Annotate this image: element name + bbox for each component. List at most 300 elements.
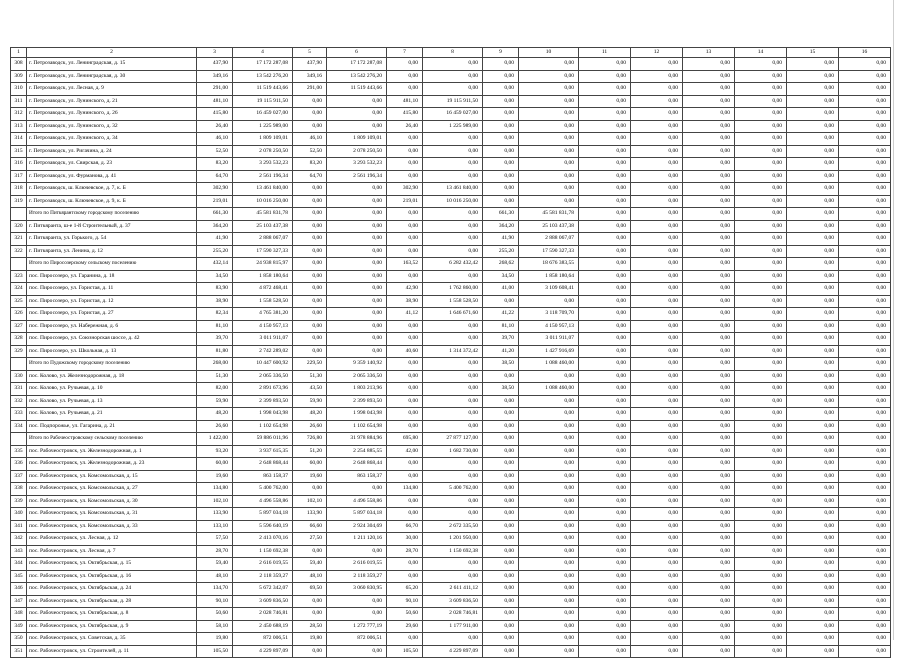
address-cell: пос. Колово, ул. Железнодорожная, д. 18 xyxy=(27,370,197,383)
table-row xyxy=(11,308,891,321)
value-cell: 1 150 692,38 xyxy=(423,545,483,558)
value-cell: 0,00 xyxy=(519,370,579,383)
value-cell: 0,00 xyxy=(735,608,787,621)
value-cell: 46,10 xyxy=(293,133,327,146)
value-cell: 34,50 xyxy=(483,270,519,283)
value-cell: 0,00 xyxy=(483,645,519,658)
value-cell: 0,00 xyxy=(631,283,683,296)
value-cell: 0,00 xyxy=(483,133,519,146)
value-cell: 0,00 xyxy=(293,483,327,496)
value-cell: 0,00 xyxy=(579,108,631,121)
value-cell: 0,00 xyxy=(683,483,735,496)
value-cell: 0,00 xyxy=(683,308,735,321)
value-cell: 41,90 xyxy=(197,233,233,246)
value-cell: 0,00 xyxy=(327,120,387,133)
address-cell: г. Петрозаводск, ш. Ключевское, д. 7, к. Б xyxy=(27,183,197,196)
value-cell: 2 450 688,19 xyxy=(233,620,293,633)
value-cell: 64,70 xyxy=(293,170,327,183)
value-cell: 0,00 xyxy=(631,558,683,571)
table-row xyxy=(11,270,891,283)
value-cell: 39,70 xyxy=(483,333,519,346)
address-cell: пос. Рабочеостровск, ул. Советская, д. 35 xyxy=(27,633,197,646)
value-cell: 0,00 xyxy=(483,495,519,508)
value-cell: 0,00 xyxy=(327,220,387,233)
value-cell: 13 542 276,20 xyxy=(327,70,387,83)
value-cell: 0,00 xyxy=(483,120,519,133)
value-cell: 0,00 xyxy=(631,420,683,433)
address-cell: пос. Пиросозеро, ул. Гористая, д. 11 xyxy=(27,283,197,296)
value-cell: 0,00 xyxy=(683,233,735,246)
value-cell: 0,00 xyxy=(683,608,735,621)
value-cell: 0,00 xyxy=(293,183,327,196)
column-number-cell: 11 xyxy=(579,48,631,58)
column-number-cell: 16 xyxy=(839,48,891,58)
value-cell: 0,00 xyxy=(423,170,483,183)
value-cell: 66,60 xyxy=(293,520,327,533)
row-number-cell xyxy=(11,358,27,371)
value-cell: 90,10 xyxy=(387,595,423,608)
value-cell: 19,80 xyxy=(197,633,233,646)
value-cell: 0,00 xyxy=(787,58,839,71)
value-cell: 0,00 xyxy=(839,445,891,458)
value-cell: 0,00 xyxy=(631,395,683,408)
value-cell: 0,00 xyxy=(839,433,891,446)
value-cell: 0,00 xyxy=(787,458,839,471)
value-cell: 133,10 xyxy=(197,520,233,533)
table-row xyxy=(11,533,891,546)
value-cell: 0,00 xyxy=(387,233,423,246)
value-cell: 0,00 xyxy=(735,108,787,121)
table-row xyxy=(11,558,891,571)
value-cell: 229,50 xyxy=(293,358,327,371)
value-cell: 81,10 xyxy=(483,320,519,333)
value-cell: 0,00 xyxy=(579,408,631,421)
value-cell: 0,00 xyxy=(483,295,519,308)
value-cell: 0,00 xyxy=(423,383,483,396)
value-cell: 349,16 xyxy=(293,70,327,83)
value-cell: 19,60 xyxy=(197,470,233,483)
value-cell: 0,00 xyxy=(839,333,891,346)
value-cell: 48,10 xyxy=(197,570,233,583)
value-cell: 2 742 289,02 xyxy=(233,345,293,358)
value-cell: 872 006,51 xyxy=(233,633,293,646)
value-cell: 0,00 xyxy=(631,70,683,83)
value-cell: 0,00 xyxy=(423,320,483,333)
value-cell: 0,00 xyxy=(631,508,683,521)
value-cell: 0,00 xyxy=(631,383,683,396)
value-cell: 4 150 957,13 xyxy=(519,320,579,333)
value-cell: 0,00 xyxy=(519,508,579,521)
value-cell: 0,00 xyxy=(631,545,683,558)
value-cell: 0,00 xyxy=(683,108,735,121)
value-cell: 0,00 xyxy=(787,345,839,358)
value-cell: 726,80 xyxy=(293,433,327,446)
value-cell: 0,00 xyxy=(683,520,735,533)
value-cell: 17 172 287,08 xyxy=(327,58,387,71)
value-cell: 0,00 xyxy=(839,520,891,533)
address-cell: пос. Рабочеостровск, ул. Комсомольская, д. 31 xyxy=(27,508,197,521)
value-cell: 0,00 xyxy=(735,170,787,183)
value-cell: 0,00 xyxy=(327,608,387,621)
row-number-cell: 339 xyxy=(11,495,27,508)
value-cell: 16 459 027,00 xyxy=(423,108,483,121)
value-cell: 0,00 xyxy=(787,495,839,508)
value-cell: 0,00 xyxy=(483,558,519,571)
value-cell: 0,00 xyxy=(631,145,683,158)
value-cell: 0,00 xyxy=(683,370,735,383)
value-cell: 19 115 911,50 xyxy=(233,95,293,108)
table-row xyxy=(11,220,891,233)
value-cell: 60,00 xyxy=(197,458,233,471)
value-cell: 0,00 xyxy=(327,233,387,246)
value-cell: 0,00 xyxy=(519,133,579,146)
row-number-cell: 336 xyxy=(11,458,27,471)
value-cell: 0,00 xyxy=(787,358,839,371)
value-cell: 59,90 xyxy=(293,395,327,408)
value-cell: 2 561 196,34 xyxy=(233,170,293,183)
value-cell: 0,00 xyxy=(519,183,579,196)
value-cell: 0,00 xyxy=(423,133,483,146)
value-cell: 0,00 xyxy=(683,433,735,446)
value-cell: 0,00 xyxy=(839,133,891,146)
value-cell: 0,00 xyxy=(683,633,735,646)
row-number-cell: 334 xyxy=(11,420,27,433)
value-cell: 0,00 xyxy=(327,108,387,121)
value-cell: 0,00 xyxy=(327,645,387,658)
value-cell: 0,00 xyxy=(293,270,327,283)
value-cell: 1 682 730,00 xyxy=(423,445,483,458)
value-cell: 1 102 654,98 xyxy=(233,420,293,433)
value-cell: 0,00 xyxy=(519,83,579,96)
table-row xyxy=(11,408,891,421)
value-cell: 2 616 019,55 xyxy=(233,558,293,571)
value-cell: 1 998 043,98 xyxy=(327,408,387,421)
value-cell: 0,00 xyxy=(839,195,891,208)
value-cell: 0,00 xyxy=(631,208,683,221)
value-cell: 0,00 xyxy=(735,283,787,296)
table-row xyxy=(11,495,891,508)
row-number-cell: 344 xyxy=(11,558,27,571)
value-cell: 0,00 xyxy=(839,120,891,133)
value-cell: 0,00 xyxy=(839,233,891,246)
value-cell: 0,00 xyxy=(579,520,631,533)
address-cell: г. Питкяранта, ул. Горького, д. 54 xyxy=(27,233,197,246)
address-cell: г. Петрозаводск, ул. Ригачина, д. 24 xyxy=(27,145,197,158)
value-cell: 83,90 xyxy=(197,283,233,296)
row-number-cell: 331 xyxy=(11,383,27,396)
value-cell: 0,00 xyxy=(519,58,579,71)
value-cell: 1 102 654,98 xyxy=(327,420,387,433)
column-number-cell: 14 xyxy=(735,48,787,58)
value-cell: 661,30 xyxy=(483,208,519,221)
value-cell: 0,00 xyxy=(787,645,839,658)
value-cell: 219,01 xyxy=(197,195,233,208)
value-cell: 0,00 xyxy=(787,120,839,133)
table-row xyxy=(11,145,891,158)
value-cell: 59,40 xyxy=(293,558,327,571)
address-cell: Итого по Питкярантскому городскому поселению xyxy=(27,208,197,221)
value-cell: 0,00 xyxy=(787,333,839,346)
value-cell: 0,00 xyxy=(579,370,631,383)
value-cell: 1 177 911,00 xyxy=(423,620,483,633)
value-cell: 5 897 034,18 xyxy=(327,508,387,521)
subtotal-row xyxy=(11,358,891,371)
value-cell: 2 891 673,96 xyxy=(233,383,293,396)
value-cell: 0,00 xyxy=(787,408,839,421)
value-cell: 0,00 xyxy=(579,120,631,133)
value-cell: 0,00 xyxy=(579,95,631,108)
value-cell: 3 293 532,23 xyxy=(233,158,293,171)
value-cell: 0,00 xyxy=(519,495,579,508)
address-cell: г. Петрозаводск, ул. Лунинского, д. 32 xyxy=(27,120,197,133)
value-cell: 0,00 xyxy=(631,133,683,146)
value-cell: 0,00 xyxy=(579,345,631,358)
value-cell: 415,80 xyxy=(197,108,233,121)
row-number-cell: 325 xyxy=(11,295,27,308)
value-cell: 0,00 xyxy=(683,120,735,133)
table-row xyxy=(11,320,891,333)
value-cell: 0,00 xyxy=(519,645,579,658)
subtotal-row xyxy=(11,208,891,221)
value-cell: 481,10 xyxy=(197,95,233,108)
value-cell: 0,00 xyxy=(293,320,327,333)
value-cell: 0,00 xyxy=(387,208,423,221)
value-cell: 0,00 xyxy=(293,333,327,346)
value-cell: 0,00 xyxy=(423,558,483,571)
value-cell: 0,00 xyxy=(683,345,735,358)
value-cell: 19,60 xyxy=(293,470,327,483)
value-cell: 0,00 xyxy=(839,108,891,121)
address-cell: пос. Пиросозеро, ул. Набережная, д. 6 xyxy=(27,320,197,333)
value-cell: 0,00 xyxy=(735,270,787,283)
row-number-cell: 322 xyxy=(11,245,27,258)
value-cell: 57,50 xyxy=(197,533,233,546)
value-cell: 0,00 xyxy=(327,245,387,258)
row-number-cell: 323 xyxy=(11,270,27,283)
value-cell: 0,00 xyxy=(735,408,787,421)
row-number-cell: 350 xyxy=(11,633,27,646)
value-cell: 0,00 xyxy=(579,483,631,496)
value-cell: 0,00 xyxy=(631,195,683,208)
value-cell: 1 422,00 xyxy=(197,433,233,446)
address-cell: пос. Рабочеостровск, ул. Комсомольская, д. 30 xyxy=(27,495,197,508)
value-cell: 0,00 xyxy=(787,233,839,246)
value-cell: 0,00 xyxy=(519,295,579,308)
value-cell: 0,00 xyxy=(735,558,787,571)
value-cell: 2 028 746,81 xyxy=(423,608,483,621)
value-cell: 0,00 xyxy=(839,283,891,296)
value-cell: 0,00 xyxy=(631,495,683,508)
value-cell: 26,40 xyxy=(197,120,233,133)
table-row xyxy=(11,508,891,521)
value-cell: 0,00 xyxy=(423,395,483,408)
table-row xyxy=(11,58,891,71)
value-cell: 0,00 xyxy=(735,120,787,133)
value-cell: 0,00 xyxy=(839,608,891,621)
value-cell: 2 561 196,34 xyxy=(327,170,387,183)
value-cell: 0,00 xyxy=(735,70,787,83)
value-cell: 0,00 xyxy=(683,195,735,208)
value-cell: 0,00 xyxy=(387,558,423,571)
table-row xyxy=(11,520,891,533)
value-cell: 0,00 xyxy=(483,145,519,158)
value-cell: 0,00 xyxy=(293,608,327,621)
value-cell: 0,00 xyxy=(387,370,423,383)
value-cell: 0,00 xyxy=(683,295,735,308)
value-cell: 0,00 xyxy=(483,108,519,121)
row-number-cell: 312 xyxy=(11,108,27,121)
value-cell: 31 978 884,96 xyxy=(327,433,387,446)
row-number-cell: 326 xyxy=(11,308,27,321)
row-number-cell: 347 xyxy=(11,595,27,608)
value-cell: 0,00 xyxy=(387,58,423,71)
address-cell: пос. Подпорожье, ул. Гагарина, д. 21 xyxy=(27,420,197,433)
value-cell: 0,00 xyxy=(327,270,387,283)
value-cell: 0,00 xyxy=(735,433,787,446)
value-cell: 0,00 xyxy=(579,83,631,96)
value-cell: 13 461 840,00 xyxy=(233,183,293,196)
value-cell: 0,00 xyxy=(579,383,631,396)
value-cell: 0,00 xyxy=(519,483,579,496)
table-row xyxy=(11,283,891,296)
value-cell: 432,14 xyxy=(197,258,233,271)
value-cell: 64,70 xyxy=(197,170,233,183)
value-cell: 0,00 xyxy=(683,83,735,96)
value-cell: 0,00 xyxy=(787,533,839,546)
value-cell: 0,00 xyxy=(327,208,387,221)
value-cell: 0,00 xyxy=(519,420,579,433)
value-cell: 0,00 xyxy=(735,395,787,408)
value-cell: 81,10 xyxy=(197,320,233,333)
value-cell: 0,00 xyxy=(683,508,735,521)
value-cell: 364,20 xyxy=(483,220,519,233)
value-cell: 0,00 xyxy=(423,220,483,233)
value-cell: 0,00 xyxy=(579,445,631,458)
value-cell: 2 399 893,50 xyxy=(327,395,387,408)
value-cell: 0,00 xyxy=(839,220,891,233)
value-cell: 0,00 xyxy=(735,295,787,308)
value-cell: 0,00 xyxy=(631,458,683,471)
value-cell: 0,00 xyxy=(631,308,683,321)
column-number-cell: 6 xyxy=(327,48,387,58)
value-cell: 0,00 xyxy=(387,220,423,233)
value-cell: 1 225 989,00 xyxy=(423,120,483,133)
value-cell: 0,00 xyxy=(579,70,631,83)
value-cell: 0,00 xyxy=(839,208,891,221)
table-row xyxy=(11,170,891,183)
value-cell: 0,00 xyxy=(735,370,787,383)
value-cell: 2 672 335,50 xyxy=(423,520,483,533)
address-cell: пос. Пиросозеро, ул. Гаранина, д. 18 xyxy=(27,270,197,283)
value-cell: 5 897 034,18 xyxy=(233,508,293,521)
value-cell: 3 609 836,50 xyxy=(423,595,483,608)
value-cell: 0,00 xyxy=(327,595,387,608)
value-cell: 163,52 xyxy=(387,258,423,271)
column-number-cell: 15 xyxy=(787,48,839,58)
value-cell: 42,90 xyxy=(387,283,423,296)
value-cell: 0,00 xyxy=(839,545,891,558)
subtotal-row xyxy=(11,258,891,271)
value-cell: 0,00 xyxy=(839,395,891,408)
value-cell: 0,00 xyxy=(327,183,387,196)
value-cell: 59 886 011,96 xyxy=(233,433,293,446)
value-cell: 51,30 xyxy=(293,370,327,383)
value-cell: 82,00 xyxy=(197,383,233,396)
value-cell: 41,90 xyxy=(483,233,519,246)
value-cell: 0,00 xyxy=(839,95,891,108)
address-cell: г. Петрозаводск, ул. Ленинградская, д. 15 xyxy=(27,58,197,71)
value-cell: 13 461 840,00 xyxy=(423,183,483,196)
value-cell: 0,00 xyxy=(631,358,683,371)
value-cell: 0,00 xyxy=(483,408,519,421)
address-cell: пос. Рабочеостровск, ул. Железнодорожная, д. 23 xyxy=(27,458,197,471)
value-cell: 69,50 xyxy=(293,583,327,596)
value-cell: 0,00 xyxy=(519,608,579,621)
value-cell: 5 400 762,00 xyxy=(233,483,293,496)
value-cell: 0,00 xyxy=(683,645,735,658)
value-cell: 0,00 xyxy=(631,108,683,121)
value-cell: 42,00 xyxy=(387,445,423,458)
value-cell: 0,00 xyxy=(787,133,839,146)
row-number-cell: 346 xyxy=(11,583,27,596)
value-cell: 0,00 xyxy=(787,170,839,183)
row-number-cell: 308 xyxy=(11,58,27,71)
value-cell: 2 078 250,50 xyxy=(233,145,293,158)
row-number-cell: 313 xyxy=(11,120,27,133)
value-cell: 0,00 xyxy=(483,433,519,446)
value-cell: 0,00 xyxy=(683,570,735,583)
value-cell: 41,00 xyxy=(483,283,519,296)
value-cell: 0,00 xyxy=(735,320,787,333)
value-cell: 0,00 xyxy=(579,283,631,296)
column-number-cell: 8 xyxy=(423,48,483,58)
value-cell: 0,00 xyxy=(631,433,683,446)
value-cell: 0,00 xyxy=(839,633,891,646)
value-cell: 0,00 xyxy=(839,245,891,258)
row-number-cell: 311 xyxy=(11,95,27,108)
value-cell: 0,00 xyxy=(683,270,735,283)
value-cell: 0,00 xyxy=(683,445,735,458)
value-cell: 0,00 xyxy=(387,420,423,433)
value-cell: 255,20 xyxy=(197,245,233,258)
value-cell: 0,00 xyxy=(423,58,483,71)
right-edge-line xyxy=(893,0,894,640)
value-cell: 0,00 xyxy=(839,320,891,333)
row-number-cell: 349 xyxy=(11,620,27,633)
value-cell: 45 581 831,78 xyxy=(519,208,579,221)
value-cell: 3 609 836,50 xyxy=(233,595,293,608)
value-cell: 0,00 xyxy=(483,633,519,646)
value-cell: 0,00 xyxy=(735,83,787,96)
value-cell: 0,00 xyxy=(387,70,423,83)
value-cell: 28,50 xyxy=(293,620,327,633)
value-cell: 48,20 xyxy=(197,408,233,421)
column-number-cell: 9 xyxy=(483,48,519,58)
value-cell: 0,00 xyxy=(839,570,891,583)
value-cell: 2 118 359,27 xyxy=(327,570,387,583)
value-cell: 1 088 460,00 xyxy=(519,358,579,371)
value-cell: 27 877 127,00 xyxy=(423,433,483,446)
value-cell: 59,40 xyxy=(197,558,233,571)
value-cell: 60,00 xyxy=(293,458,327,471)
value-cell: 0,00 xyxy=(787,195,839,208)
value-cell: 0,00 xyxy=(735,533,787,546)
table-row xyxy=(11,645,891,658)
value-cell: 0,00 xyxy=(735,158,787,171)
value-cell: 0,00 xyxy=(631,620,683,633)
value-cell: 41,12 xyxy=(387,308,423,321)
value-cell: 0,00 xyxy=(483,458,519,471)
